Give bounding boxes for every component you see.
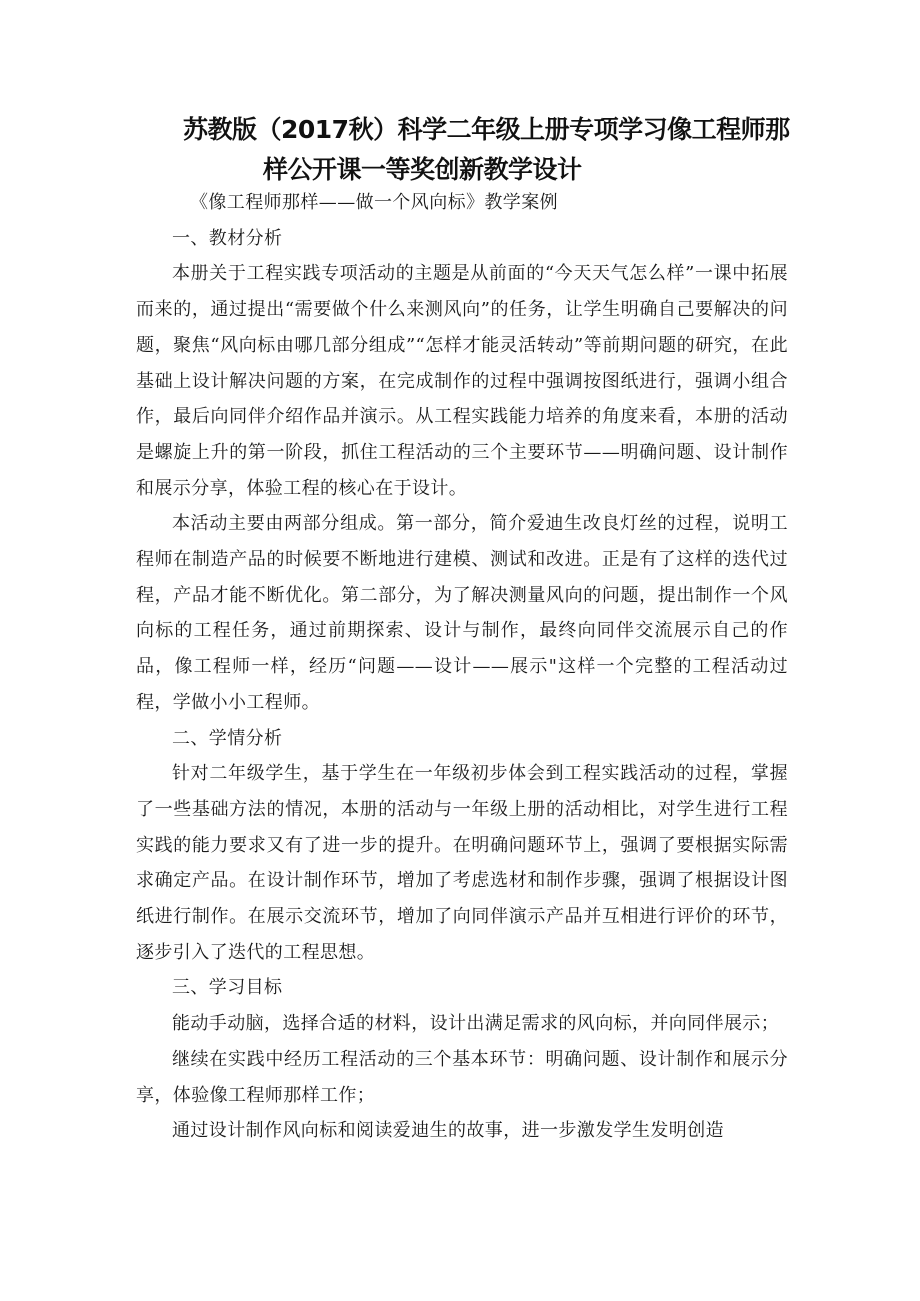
section-heading-textbook-analysis: 一、教材分析 <box>172 227 283 249</box>
document-title <box>183 110 803 190</box>
paragraph: 本册关于工程实践专项活动的主题是从前面的“今天天气怎么样”一课中拓展而来的，通过提出“需要做个什么来测风向”的任务，让学生明确自己要解决的问题，聚焦“风向标由哪几部分组成”“怎样才能灵活转动”等前期问题的研究，在此基础上设计解决问题的方案，在完成制作的过程中强调按图纸进行，强调小组合作，最后向同伴介绍作品并演示。从工程实践能力培养的角度来看，本册的活动是螺旋上升的第一阶段，抓住工程活动的三个主要环节——明确问题、设计制作和展示分享，体验工程的核心在于设计。 <box>136 263 788 499</box>
paragraph: 通过设计制作风向标和阅读爱迪生的故事，进一步激发学生发明创造 <box>172 1120 724 1142</box>
document-body <box>136 185 788 1149</box>
title-line-2: 样公开课一等奖创新教学设计 <box>263 155 582 184</box>
paragraph: 能动手动脑，选择合适的材料，设计出满足需求的风向标，并向同伴展示； <box>172 1013 780 1035</box>
section-heading-learner-analysis: 二、学情分析 <box>172 727 283 749</box>
paragraph: 针对二年级学生，基于学生在一年级初步体会到工程实践活动的过程，掌握了一些基础方法的情况，本册的活动与一年级上册的活动相比，对学生进行工程实践的能力要求又有了进一步的提升。在明确问题环节上，强调了要根据实际需求确定产品。在设计制作环节，增加了考虑选材和制作步骤，强调了根据设计图纸进行制作。在展示交流环节，增加了向同伴演示产品并互相进行评价的环节，逐步引入了迭代的工程思想。 <box>136 763 788 963</box>
paragraph: 继续在实践中经历工程活动的三个基本环节：明确问题、设计制作和展示分享，体验像工程师那样工作； <box>136 1048 788 1106</box>
title-line-1: 苏教版（2017秋）科学二年级上册专项学习像工程师那 <box>183 115 790 144</box>
paragraph: 本活动主要由两部分组成。第一部分，简介爱迪生改良灯丝的过程，说明工程师在制造产品的时候要不断地进行建模、测试和改进。正是有了这样的迭代过程，产品才能不断优化。第二部分，为了解决测量风向的问题，提出制作一个风向标的工程任务，通过前期探索、设计与制作，最终向同伴交流展示自己的作品，像工程师一样，经历“问题——设计——展示"这样一个完整的工程活动过程，学做小小工程师。 <box>136 513 788 713</box>
section-heading-learning-goals: 三、学习目标 <box>172 977 283 999</box>
document-subtitle: 《像工程师那样——做一个风向标》教学案例 <box>190 192 558 213</box>
